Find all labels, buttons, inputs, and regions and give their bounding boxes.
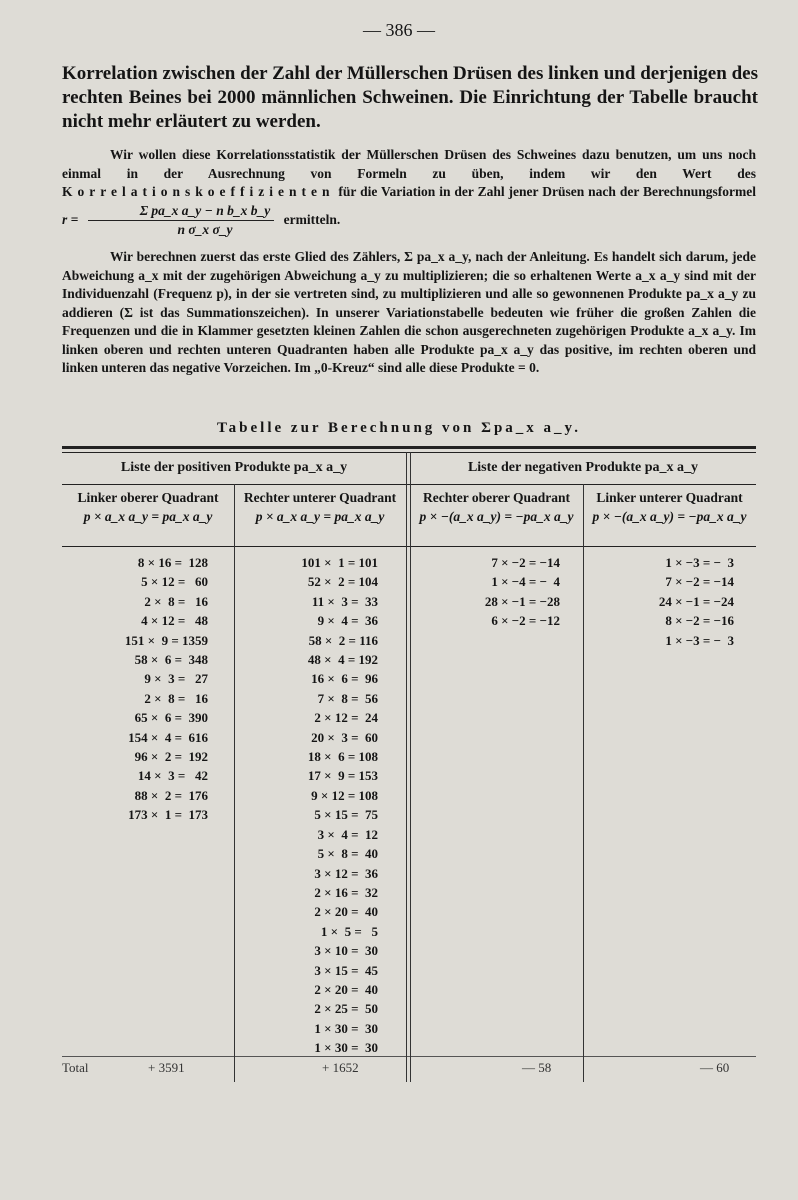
subheader-formula: p × a_x a_y = pa_x a_y: [255, 509, 385, 524]
table-cell: 11 × 3 = 33: [311, 593, 378, 609]
subheader-title: Linker unterer Quadrant: [596, 490, 743, 505]
subheader-rechter-oberer: [410, 488, 583, 526]
table-cell: 9 × 4 = 36: [317, 613, 378, 629]
page-number: — 386 —: [363, 20, 435, 40]
table-cell: 18 × 6 = 108: [307, 749, 378, 765]
formula-lhs: r =: [62, 211, 79, 227]
table-cell: 1 × −3 = − 3: [665, 555, 734, 570]
total-rechter-unterer: + 1652: [322, 1060, 359, 1075]
table-cell: 1 × 5 = 5: [320, 923, 378, 939]
table-subheader-rule: [62, 546, 756, 547]
formula-numerator: Σ pa_x a_y − n b_x b_y: [88, 202, 275, 222]
table-cell: 1 × 30 = 30: [314, 1020, 378, 1036]
table-cell: 2 × 20 = 40: [314, 904, 378, 920]
table-cell: 88 × 2 = 176: [134, 787, 208, 803]
header-positive: Liste der positiven Produkte pa_x a_y: [120, 460, 348, 475]
table-cell: 48 × 4 = 192: [307, 652, 378, 668]
subheader-title: Rechter oberer Quadrant: [423, 490, 570, 505]
table-cell: 3 × 10 = 30: [314, 943, 378, 959]
table-divider-right: [583, 484, 584, 1082]
table-cell: 58 × 6 = 348: [134, 652, 208, 668]
table-header-rule: [62, 484, 756, 485]
column-linker-unterer: [606, 553, 734, 650]
subheader-linker-unterer: [583, 488, 756, 526]
table-cell: 8 × 16 = 128: [137, 555, 208, 570]
table-cell: 5 × 8 = 40: [317, 846, 378, 862]
table-cell: 173 × 1 = 173: [128, 807, 208, 823]
column-rechter-oberer: [424, 553, 560, 631]
table-cell: 14 × 3 = 42: [137, 768, 208, 784]
table-cell: 5 × 12 = 60: [141, 574, 208, 590]
table-cell: 2 × 20 = 40: [314, 981, 378, 997]
subheader-formula: p × −(a_x a_y) = −pa_x a_y: [419, 509, 574, 524]
table-cell: 2 × 8 = 16: [144, 593, 208, 609]
table-cell: 1 × 30 = 30: [314, 1040, 378, 1056]
table-cell: 4 × 12 = 48: [141, 613, 208, 629]
table-cell: 3 × 4 = 12: [317, 826, 378, 842]
subheader-formula: p × −(a_x a_y) = −pa_x a_y: [592, 509, 747, 524]
subheader-title: Linker oberer Quadrant: [77, 490, 219, 505]
table-cell: 96 × 2 = 192: [134, 749, 208, 765]
table-cell: 2 × 16 = 32: [314, 884, 378, 900]
table-cell: 24 × −1 = −24: [658, 593, 734, 609]
subheader-linker-oberer: [62, 488, 234, 526]
subheader-formula: p × a_x a_y = pa_x a_y: [83, 509, 213, 524]
paragraph-1-text-b: für die Variation in der Zahl jener Drüsen nach der Berechnungsformel: [338, 184, 756, 199]
subheader-title: Rechter unterer Quadrant: [243, 490, 397, 505]
table-cell: 16 × 6 = 96: [311, 671, 378, 687]
table-cell: 20 × 3 = 60: [311, 729, 378, 745]
total-label: Total: [62, 1060, 89, 1075]
intro-paragraph: Korrelation zwischen der Zahl der Müllerschen Drüsen des linken und derjenigen des rechten Beines bei 2000 männlichen Schweinen. Die Einrichtung der Tabelle braucht nicht mehr erläutert zu werden.: [62, 63, 758, 132]
table-cell: 7 × 8 = 56: [317, 690, 378, 706]
table-caption: Tabelle zur Berechnung von Σpa_x a_y.: [217, 420, 581, 436]
table-cell: 1 × −3 = − 3: [665, 632, 734, 648]
table-cell: 7 × −2 = −14: [491, 555, 560, 570]
table-cell: 9 × 12 = 108: [311, 787, 378, 803]
total-rechter-oberer: — 58: [522, 1060, 552, 1075]
table-cell: 6 × −2 = −12: [491, 613, 560, 629]
spaced-term: Korrelationskoeffizienten: [62, 184, 335, 199]
table-divider-main-a: [406, 452, 407, 1082]
total-linker-oberer: + 3591: [148, 1060, 185, 1075]
table-cell: 154 × 4 = 616: [128, 729, 208, 745]
table-cell: 7 × −2 = −14: [665, 574, 734, 590]
table-cell: 5 × 15 = 75: [314, 807, 378, 823]
table-cell: 1 × −4 = − 4: [491, 574, 560, 590]
table-cell: 65 × 6 = 390: [134, 710, 208, 726]
subheader-rechter-unterer: [234, 488, 406, 526]
table-cell: 58 × 2 = 116: [308, 632, 378, 648]
paragraph-1: [62, 146, 756, 240]
table-cell: 2 × 25 = 50: [314, 1001, 378, 1017]
table-divider-main-b: [410, 452, 411, 1082]
paragraph-1-text-c: ermitteln.: [283, 211, 341, 227]
paragraph-1-text-a: Wir wollen diese Korrelationsstatistik der Müllerschen Drüsen des Schweines dazu benutzen, um uns noch einmal in der Ausrechnung von Formeln zu üben, indem wir den Wert des: [62, 147, 756, 181]
table-cell: 8 × −2 = −16: [665, 613, 734, 629]
table-cell: 101 × 1 = 101: [301, 555, 378, 570]
table-cell: 2 × 8 = 16: [144, 690, 208, 706]
table-total-rule: [62, 1056, 756, 1057]
correlation-formula: [88, 202, 275, 240]
table-cell: 28 × −1 = −28: [484, 593, 560, 609]
total-linker-unterer: — 60: [700, 1060, 730, 1075]
table-cell: 9 × 3 = 27: [144, 671, 208, 687]
table-top-rule: [62, 446, 756, 449]
table-cell: 2 × 12 = 24: [314, 710, 378, 726]
table-top-rule-thin: [62, 452, 756, 453]
table-cell: 151 × 9 = 1359: [124, 632, 208, 648]
header-negative: Liste der negativen Produkte pa_x a_y: [467, 460, 699, 475]
column-rechter-unterer: [252, 553, 378, 1058]
table-cell: 17 × 9 = 153: [307, 768, 378, 784]
column-linker-oberer: [80, 553, 208, 825]
table-divider-left: [234, 484, 235, 1082]
paragraph-2: Wir berechnen zuerst das erste Glied des Zählers, Σ pa_x a_y, nach der Anleitung. Es handelt sich darum, jede Abweichung a_x mit der zugehörigen Abweichung a_y zu multiplizieren; die so erhaltenen Werte a_x a_y sind mit der Individuenzahl (Frequenz p), in der sie vertreten sind, zu multiplizieren und alle so gewonnenen Produkte pa_x a_y zu addieren (Σ ist das Summationszeichen). In unserer Variationstabelle bedeuten wie früher die großen Zahlen die Frequenzen und die in Klammer gesetzten kleinen Zahlen die schon ausgerechneten zugehörigen Produkte a_x a_y. Im linken oberen und rechten unteren Quadranten haben alle Produkte pa_x a_y das positive, im rechten oberen und linken unteren das negative Vorzeichen. Im „0-Kreuz“ sind alle diese Produkte = 0.: [62, 249, 756, 375]
table-cell: 3 × 12 = 36: [314, 865, 378, 881]
formula-denominator: n σ_x σ_y: [177, 222, 233, 237]
table-cell: 3 × 15 = 45: [314, 962, 378, 978]
table-cell: 52 × 2 = 104: [307, 574, 378, 590]
